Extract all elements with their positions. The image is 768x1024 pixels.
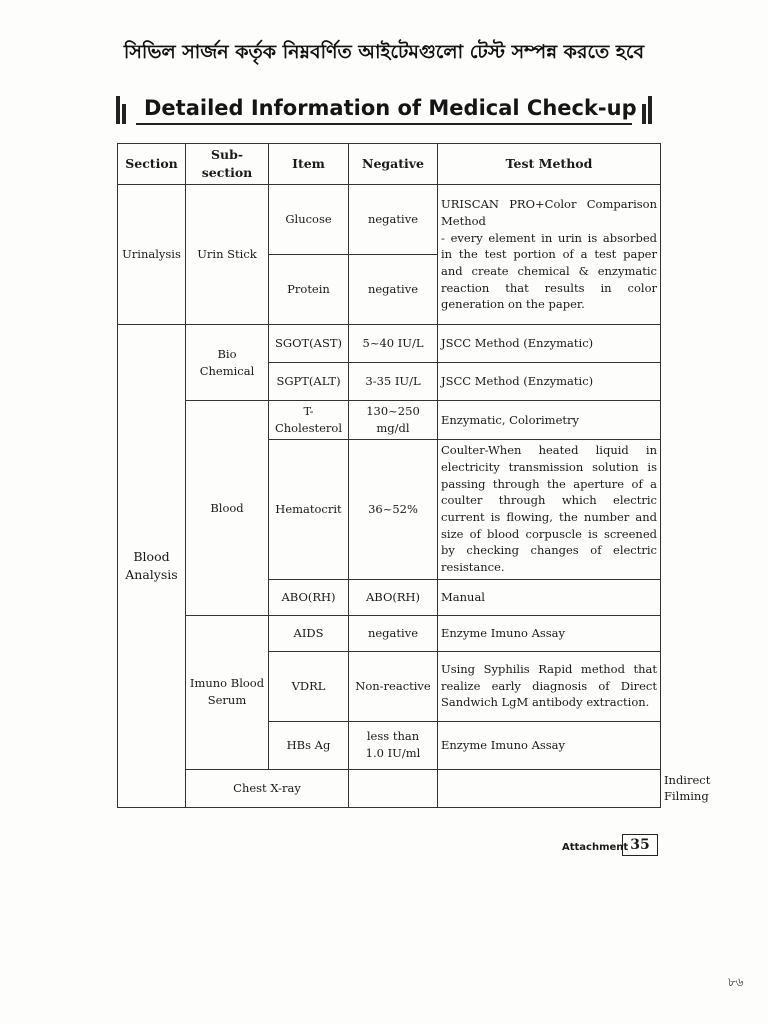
negative-cell: less than 1.0 IU/ml bbox=[349, 721, 438, 769]
item-cell: SGPT(ALT) bbox=[269, 363, 349, 401]
table-header-row bbox=[118, 144, 661, 185]
subsection-cell: Bio Chemical bbox=[186, 325, 269, 401]
negative-cell bbox=[438, 769, 661, 807]
subsection-cell: Blood bbox=[186, 401, 269, 615]
negative-cell: 5~40 IU/L bbox=[349, 325, 438, 363]
title-banner bbox=[116, 94, 652, 130]
negative-cell: 36~52% bbox=[349, 439, 438, 579]
method-cell: Enzyme Imuno Assay bbox=[438, 721, 661, 769]
page-number: ৮৬ bbox=[728, 975, 744, 989]
column-header: Test Method bbox=[438, 144, 661, 185]
item-cell: T-Cholesterol bbox=[269, 401, 349, 439]
medical-checkup-table bbox=[117, 143, 711, 808]
method-cell: URISCAN PRO+Color Comparison Method - every element in urin is absorbed in the test portion of a test paper and create chemical & enzymatic reaction that results in color generation on the paper. bbox=[438, 185, 661, 325]
method-cell: JSCC Method (Enzymatic) bbox=[438, 325, 661, 363]
attachment-number-box: 35 bbox=[622, 834, 658, 856]
table-row bbox=[118, 615, 661, 651]
negative-cell: 3-35 IU/L bbox=[349, 363, 438, 401]
method-cell: JSCC Method (Enzymatic) bbox=[438, 363, 661, 401]
method-cell: Enzymatic, Colorimetry bbox=[438, 401, 661, 439]
negative-cell: Non-reactive bbox=[349, 651, 438, 721]
negative-cell: ABO(RH) bbox=[349, 579, 438, 615]
method-cell: Manual bbox=[438, 579, 661, 615]
item-cell: SGOT(AST) bbox=[269, 325, 349, 363]
method-cell: Using Syphilis Rapid method that realize early diagnosis of Direct Sandwich LgM antibody extraction. bbox=[438, 651, 661, 721]
section-cell: Urinalysis bbox=[118, 185, 186, 325]
negative-cell: negative bbox=[349, 185, 438, 255]
table-row: Chest X-ray Indirect Filming bbox=[118, 769, 661, 807]
bengali-heading: সিভিল সার্জন কর্তৃক নিম্নবর্ণিত আইটেমগুলো টেস্ট সম্পন্ন করতে হবে bbox=[123, 41, 645, 63]
negative-cell: negative bbox=[349, 615, 438, 651]
item-cell: Glucose bbox=[269, 185, 349, 255]
attachment-label: Attachment bbox=[562, 842, 629, 853]
column-header: Sub-section bbox=[186, 144, 269, 185]
column-header: Negative bbox=[349, 144, 438, 185]
item-cell: HBs Ag bbox=[269, 721, 349, 769]
subsection-cell: Imuno Blood Serum bbox=[186, 615, 269, 769]
method-cell: Coulter-When heated liquid in electricity transmission solution is passing through the aperture of a coulter through which electric current is flowing, the number and size of blood corpuscle is screened by checking changes of electric resistance. bbox=[438, 439, 661, 579]
table-row bbox=[118, 185, 661, 255]
column-header: Section bbox=[118, 144, 186, 185]
column-header: Item bbox=[269, 144, 349, 185]
item-cell: AIDS bbox=[269, 615, 349, 651]
item-cell bbox=[349, 769, 438, 807]
title-bars-left-decoration bbox=[116, 94, 128, 126]
item-cell: Hematocrit bbox=[269, 439, 349, 579]
table-row bbox=[118, 401, 661, 439]
item-cell: Protein bbox=[269, 255, 349, 325]
method-cell: Enzyme Imuno Assay bbox=[438, 615, 661, 651]
document-title: Detailed Information of Medical Check-up bbox=[144, 96, 637, 120]
item-cell: ABO(RH) bbox=[269, 579, 349, 615]
section-cell: Chest X-ray bbox=[186, 769, 349, 807]
subsection-cell: Urin Stick bbox=[186, 185, 269, 325]
negative-cell: negative bbox=[349, 255, 438, 325]
item-cell: VDRL bbox=[269, 651, 349, 721]
section-cell: Blood Analysis bbox=[118, 325, 186, 808]
title-underline bbox=[136, 123, 632, 125]
table-row bbox=[118, 325, 661, 363]
title-bars-right-decoration bbox=[640, 94, 652, 126]
negative-cell: 130~250 mg/dl bbox=[349, 401, 438, 439]
